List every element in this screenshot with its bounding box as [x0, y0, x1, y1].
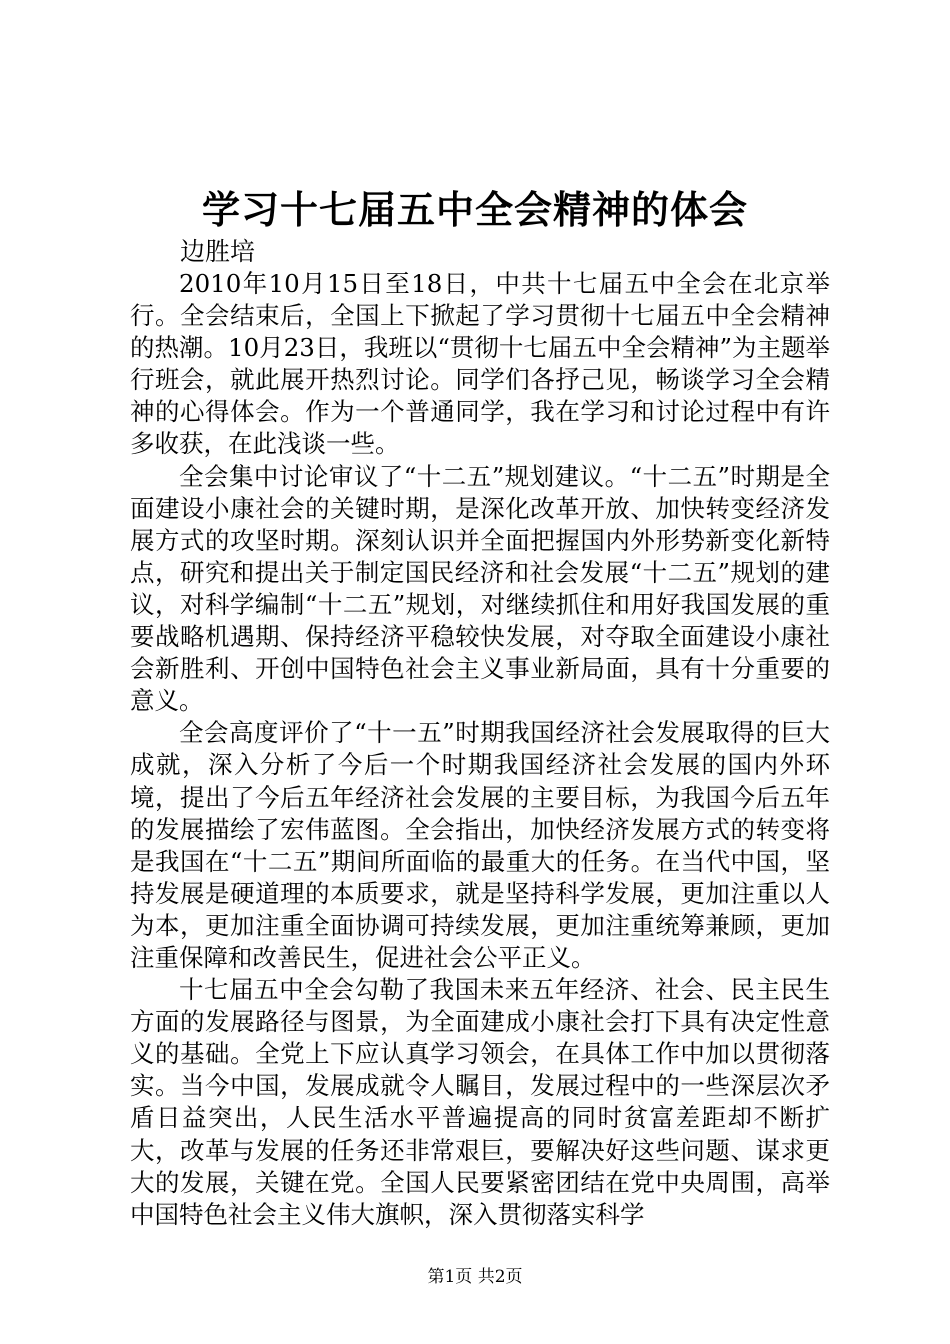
paragraph-3: 全会高度评价了“十一五”时期我国经济社会发展取得的巨大成就，深入分析了今后一个时期我国经济社会发展的国内外环境，提出了今后五年经济社会发展的主要目标，为我国今后五年的发展描绘了宏伟蓝图。全会指出，加快经济发展方式的转变将是我国在“十二五”期间所面临的最重大的任务。在当代中国，坚持发展是硬道理的本质要求，就是坚持科学发展，更加注重以人为本，更加注重全面协调可持续发展，更加注重统筹兼顾，更加注重保障和改善民生，促进社会公平正义。 — [130, 718, 830, 972]
page-footer: 第1页 共2页 — [427, 1267, 523, 1287]
document-title: 学习十七届五中全会精神的体会 — [201, 187, 748, 232]
author-name: 边胜培 — [180, 237, 256, 266]
paragraph-2: 全会集中讨论审议了“十二五”规划建议。“十二五”时期是全面建设小康社会的关键时期，是深化改革开放、加快转变经济发展方式的攻坚时期。深刻认识并全面把握国内外形势新变化新特点，研究和提出关于制定国民经济和社会发展“十二五”规划的建议，对科学编制“十二五”规划，对继续抓住和用好我国发展的重要战略机遇期、保持经济平稳较快发展，对夺取全面建设小康社会新胜利、开创中国特色社会主义事业新局面，具有十分重要的意义。 — [130, 461, 830, 716]
paragraph-4: 十七届五中全会勾勒了我国未来五年经济、社会、民主民生方面的发展路径与图景，为全面建成小康社会打下具有决定性意义的基础。全党上下应认真学习领会，在具体工作中加以贯彻落实。当今中国，发展成就令人瞩目，发展过程中的一些深层次矛盾日益突出，人民生活水平普遍提高的同时贫富差距却不断扩大，改革与发展的任务还非常艰巨，要解决好这些问题、谋求更大的发展，关键在党。全国人民要紧密团结在党中央周围，高举中国特色社会主义伟大旗帜，深入贯彻落实科学 — [130, 975, 830, 1229]
document-body — [130, 268, 830, 1231]
paragraph-1: 2010年10月15日至18日，中共十七届五中全会在北京举行。全会结束后，全国上下掀起了学习贯彻十七届五中全会精神的热潮。10月23日，我班以“贯彻十七届五中全会精神”为主题举行班会，就此展开热烈讨论。同学们各抒己见，畅谈学习全会精神的心得体会。作为一个普通同学，我在学习和讨论过程中有许多收获，在此浅谈一些。 — [130, 269, 830, 459]
